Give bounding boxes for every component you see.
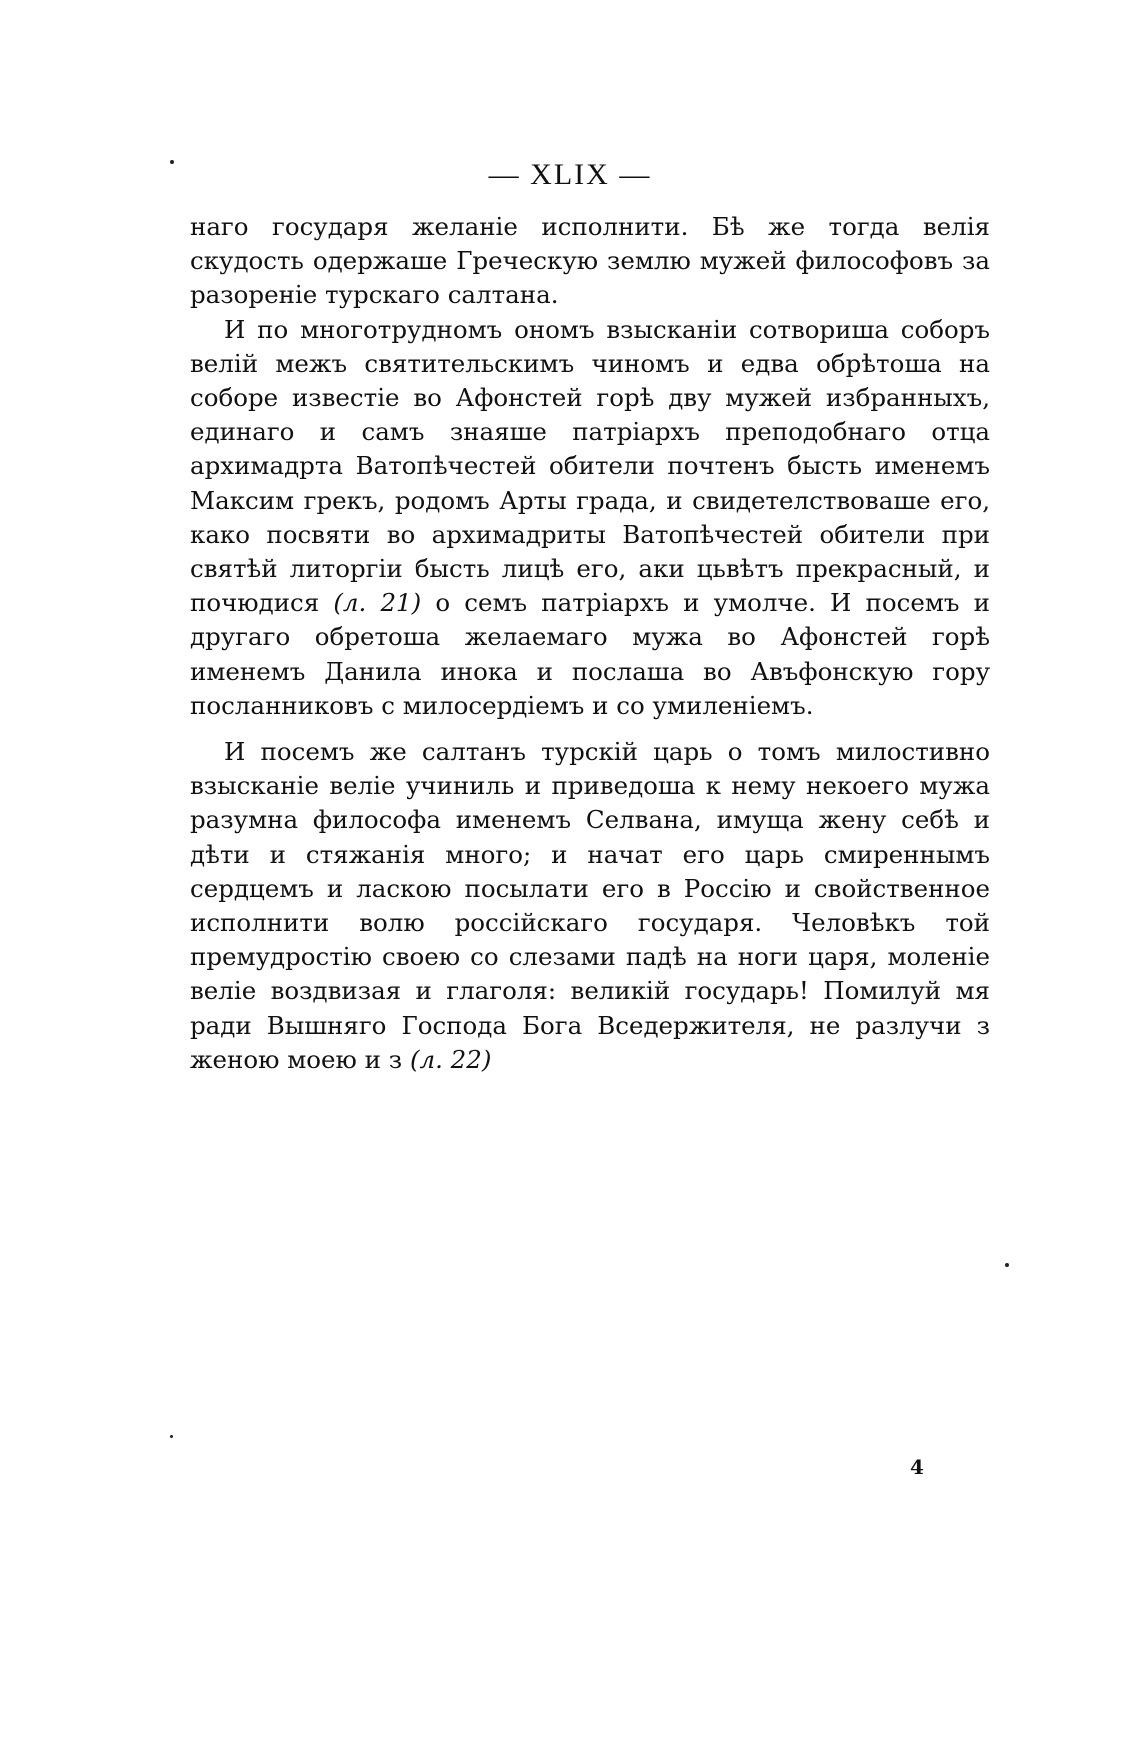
paragraph-1 bbox=[190, 210, 990, 313]
paragraph-2 bbox=[190, 313, 990, 723]
paragraph-text: о семъ патріархъ и умолче. И посемъ и другаго обретоша желаемаго мужа во Афонстей горѣ именемъ Данила инока и послаша во Авъфонскую гору посланниковъ с милосердіемъ и со умиленіемъ. bbox=[190, 588, 990, 720]
folio-reference: (л. 22) bbox=[409, 1044, 492, 1074]
paragraph-text: наго государя желаніе исполнити. Бѣ же тогда велія скудость одержаше Греческую землю мужей философовъ за разореніе турскаго салтана. bbox=[190, 212, 990, 310]
paragraph-3 bbox=[190, 735, 990, 1077]
document-body bbox=[190, 210, 990, 1077]
paragraph-text: И по многотрудномъ ономъ взысканіи сотвориша соборъ велій межъ святительскимъ чиномъ и едва обрѣтоша на соборе известіе во Афонстей горѣ дву мужей избранныхъ, единаго и самъ знаяше патріархъ преподобнаго отца архимадрта Ватопѣчестей обители почтенъ бысть именемъ Максим грекъ, родомъ Арты града, и свидетелствоваше его, како посвяти во архимадриты Ватопѣчестей обители при святѣй литоргіи бысть лицѣ его, аки цьвѣтъ прекрасный, и почюдися bbox=[190, 314, 990, 618]
print-speck bbox=[170, 160, 174, 164]
folio-reference: (л. 21) bbox=[333, 588, 422, 618]
print-speck bbox=[1005, 1263, 1009, 1267]
signature-mark: 4 bbox=[910, 1455, 924, 1479]
print-speck bbox=[170, 1435, 173, 1438]
paragraph-text: И посемъ же салтанъ турскій царь о томъ милостивно взысканіе веліе учиниль и приведоша к нему некоего мужа разумна философа именемъ Селвана, имуща жену себѣ и дѣти и стяжанія много; и начат его царь смиреннымъ сердцемъ и ласкою посылати его в Россію и свойственное исполнити волю россійскаго государя. Человѣкъ той премудростію своею со слезами падѣ на ноги царя, моленіе веліе воздвизая и глаголя: великій государь! Помилуй мя ради Вышняго Господа Бога Вседержителя, не разлучи з женою моею и з bbox=[190, 737, 990, 1074]
page-number-header: — XLIX — bbox=[488, 158, 652, 191]
